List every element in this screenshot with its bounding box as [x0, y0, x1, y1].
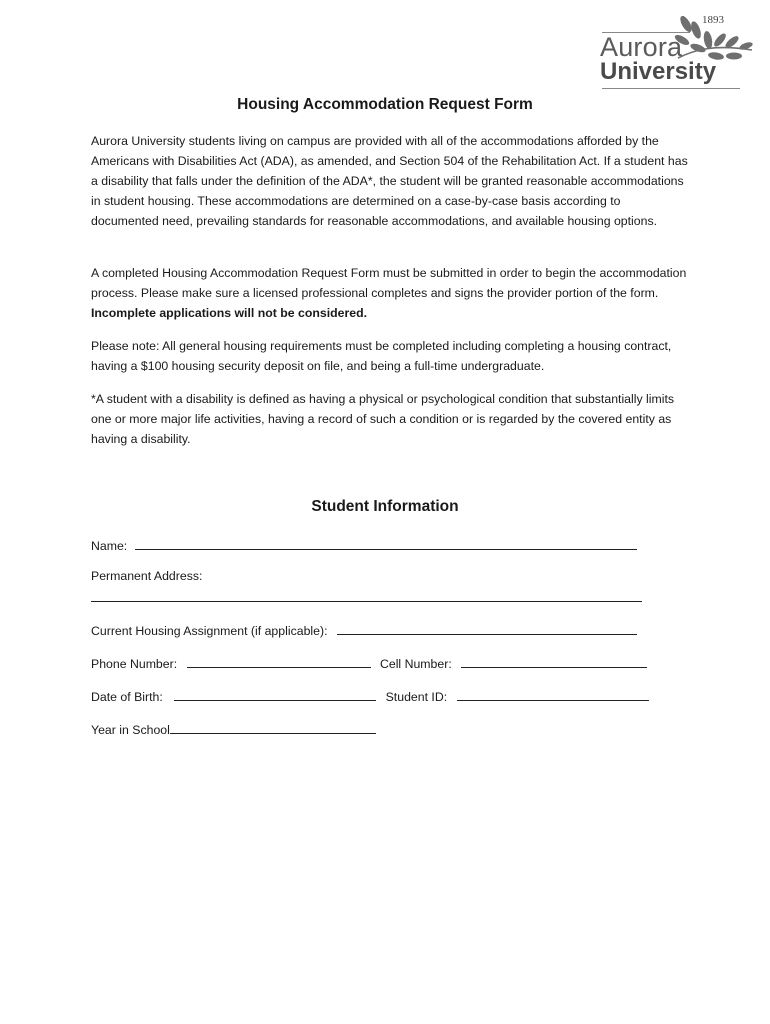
name-row: [91, 535, 637, 553]
student-id-label: Student ID:: [385, 690, 448, 704]
phone-label: Phone Number:: [91, 657, 178, 671]
housing-label: Current Housing Assignment (if applicable):: [91, 624, 328, 638]
year-label: Year in School: [91, 723, 170, 737]
housing-field[interactable]: [337, 620, 637, 635]
dob-field[interactable]: [174, 686, 376, 701]
form-title: Housing Accommodation Request Form: [237, 96, 533, 113]
logo-year: 1893: [702, 14, 724, 26]
intro-paragraph-4: *A student with a disability is defined as having a physical or psychological condition that substantially limits one or more major life activities, having a record of such a condition or is regarded by the covered entity as having a disability.: [91, 392, 675, 446]
name-field[interactable]: [135, 535, 637, 550]
student-id-field[interactable]: [457, 686, 649, 701]
intro-paragraph-1: Aurora University students living on campus are provided with all of the accommodations afforded by the Americans with Disabilities Act (ADA), as amended, and Section 504 of the Rehabilitation Act. If a student has a disability that falls under the definition of the ADA*, the student will be granted reasonable accommodations in student housing. These accommodations are determined on a case-by-case basis according to documented need, prevailing standards for reasonable accommodations, and available housing options.: [91, 134, 688, 228]
intro-paragraph-2-text: A completed Housing Accommodation Request Form must be submitted in order to begin the accommodation process. Please make sure a licensed professional completes and signs the provider portion of the form.: [91, 266, 687, 300]
year-row: [91, 719, 376, 737]
intro-paragraph-2: [91, 263, 691, 323]
housing-row: [91, 620, 637, 638]
logo-wordmark-university: University: [600, 58, 717, 85]
cell-label: Cell Number:: [379, 657, 452, 671]
university-logo: [598, 8, 746, 92]
intro-paragraph-3: Please note: All general housing requirements must be completed including completing a housing contract, having a $100 housing security deposit on file, and being a full-time undergraduate.: [91, 339, 672, 373]
address-label: Permanent Address:: [91, 569, 203, 583]
address-row: [91, 567, 202, 585]
phone-row: [91, 653, 647, 671]
incomplete-warning: Incomplete applications will not be considered.: [91, 306, 368, 320]
name-label: Name:: [91, 539, 128, 553]
logo-rule-bottom: [602, 88, 740, 89]
cell-field[interactable]: [461, 653, 647, 668]
dob-label: Date of Birth:: [91, 690, 163, 704]
dob-row: [91, 686, 649, 704]
logo-wordmark-aurora: Aurora: [600, 32, 683, 62]
address-field[interactable]: [91, 601, 642, 602]
phone-field[interactable]: [187, 653, 371, 668]
student-info-heading: Student Information: [311, 498, 459, 515]
year-field[interactable]: [170, 719, 376, 734]
